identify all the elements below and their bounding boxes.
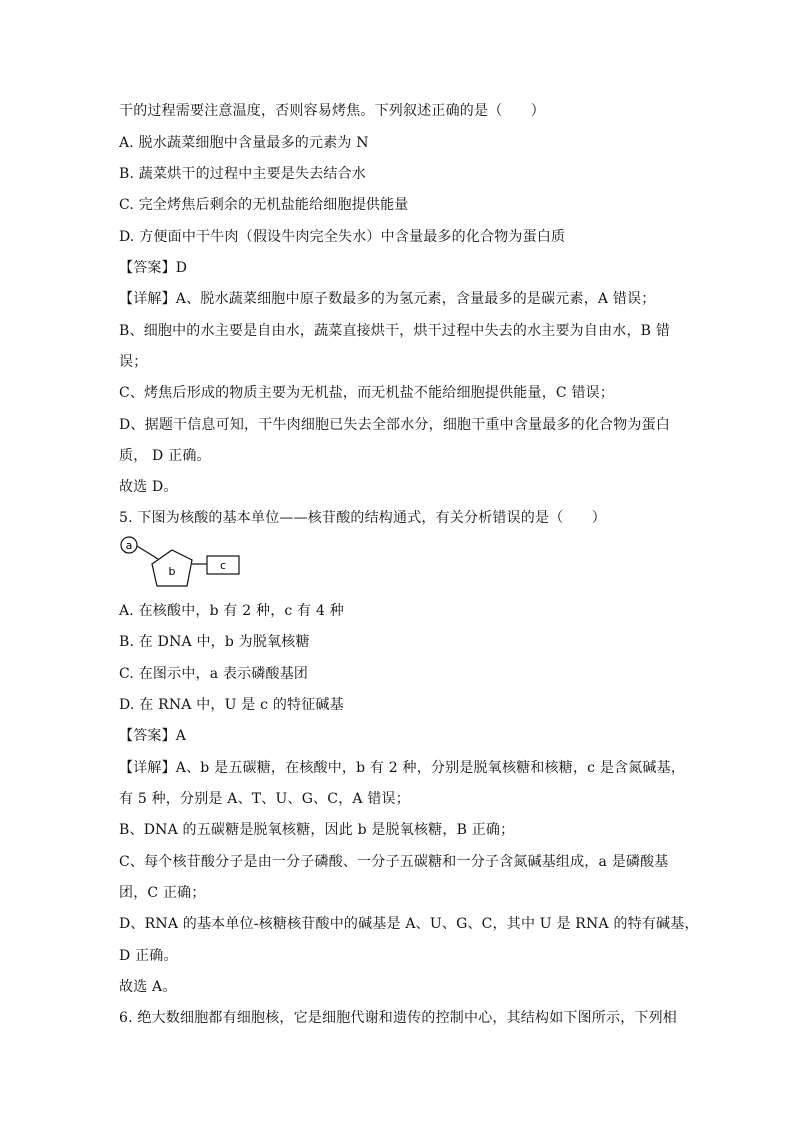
q5-explanation-line: 有 5 种，分别是 A、T、U、G、C，A 错误； <box>119 791 410 807</box>
diagram-label-a: a <box>125 539 133 552</box>
q5-explanation-line: D 正确。 <box>119 948 178 964</box>
q4-stem-continuation: 干的过程需要注意温度，否则容易烤焦。下列叙述正确的是（ ） <box>119 103 545 119</box>
q4-explanation-line: C、烤焦后形成的物质主要为无机盐，而无机盐不能给细胞提供能量，C 错误； <box>119 385 615 401</box>
q4-explanation-line: 质， D 正确。 <box>119 448 211 464</box>
q5-stem: 5. 下图为核酸的基本单位——核苷酸的结构通式，有关分析错误的是（ ） <box>119 510 607 526</box>
q5-explanation-line: 团，C 正确； <box>119 885 206 901</box>
phosphate-bond <box>137 546 158 559</box>
q4-option-d: D. 方便面中干牛肉（假设牛肉完全失水）中含量最多的化合物为蛋白质 <box>119 229 566 245</box>
q4-answer: 【答案】D <box>119 260 188 276</box>
q4-explanation-line: 误； <box>119 354 148 370</box>
q5-answer: 【答案】A <box>119 728 187 744</box>
q5-option-d: D. 在 RNA 中，U 是 c 的特征碱基 <box>119 697 344 713</box>
q4-explanation-line: B、细胞中的水主要是自由水，蔬菜直接烘干，烘干过程中失去的水主要为自由水，B 错 <box>119 323 671 339</box>
diagram-label-c: c <box>219 559 227 572</box>
q4-explanation-line: 【详解】A、脱水蔬菜细胞中原子数最多的为氢元素，含量最多的是碳元素，A 错误； <box>119 291 656 307</box>
q4-option-b: B. 蔬菜烘干的过程中主要是失去结合水 <box>119 166 366 182</box>
q5-option-c: C. 在图示中，a 表示磷酸基团 <box>119 666 309 682</box>
q5-explanation-line: B、DNA 的五碳糖是脱氧核糖，因此 b 是脱氧核糖，B 正确； <box>119 822 515 838</box>
q5-conclusion: 故选 A。 <box>119 979 177 995</box>
q4-option-c: C. 完全烤焦后剩余的无机盐能给细胞提供能量 <box>119 197 409 213</box>
q5-explanation-line: D、RNA 的基本单位-核糖核苷酸中的碱基是 A、U、G、C，其中 U 是 RNA 的特有碱基， <box>119 916 699 932</box>
diagram-label-b: b <box>168 565 176 578</box>
q6-stem: 6. 绝大数细胞都有细胞核，它是细胞代谢和遗传的控制中心，其结构如下图所示，下列相 <box>119 1010 678 1026</box>
q4-explanation-line: D、据题干信息可知，干牛肉细胞已失去全部水分，细胞干重中含量最多的化合物为蛋白 <box>119 417 671 433</box>
q5-option-b: B. 在 DNA 中，b 为脱氧核糖 <box>119 634 310 650</box>
q5-explanation-line: 【详解】A、b 是五碳糖，在核酸中，b 有 2 种，分别是脱氧核糖和核糖，c 是含氮碱基， <box>119 760 686 776</box>
q5-explanation-line: C、每个核苷酸分子是由一分子磷酸、一分子五碳糖和一分子含氮碱基组成，a 是磷酸基 <box>119 854 669 870</box>
q4-option-a: A. 脱水蔬菜细胞中含量最多的元素为 N <box>119 135 369 151</box>
nucleotide-diagram <box>116 534 246 594</box>
q4-conclusion: 故选 D。 <box>119 479 178 495</box>
q5-option-a: A. 在核酸中，b 有 2 种，c 有 4 种 <box>119 603 344 619</box>
